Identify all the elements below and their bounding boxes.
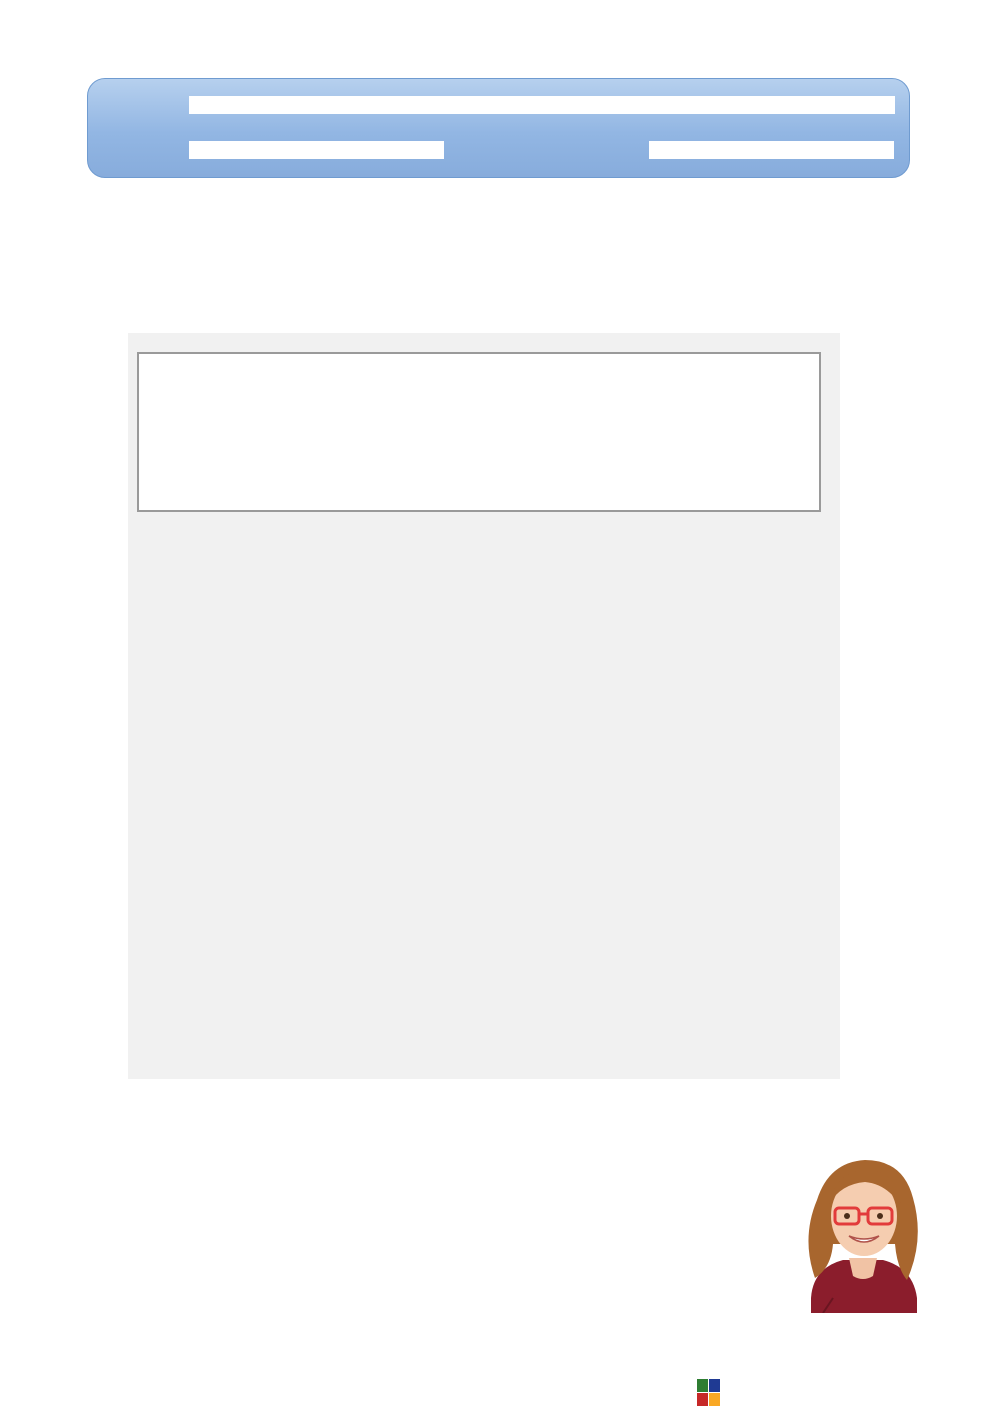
liveworksheets-logo-icon [696,1377,722,1409]
word-bank-item [305,364,313,370]
word-bank-item [162,412,170,418]
author-avatar [793,1148,933,1313]
word-bank-item [491,459,499,465]
word-bank-item [656,459,664,465]
word-bank-item [162,459,170,465]
turma-field[interactable] [649,141,894,159]
word-bank [137,352,821,512]
nome-field[interactable] [189,96,895,114]
word-bank-item [315,459,323,465]
word-bank-item [616,364,624,370]
word-bank-item [648,412,656,418]
student-info-box [87,78,910,178]
word-bank-item [162,364,170,370]
word-bank-item [450,364,458,370]
data-field[interactable] [189,141,444,159]
word-bank-item [399,412,407,418]
word-bank-item [283,412,291,418]
word-bank-item [524,412,532,418]
